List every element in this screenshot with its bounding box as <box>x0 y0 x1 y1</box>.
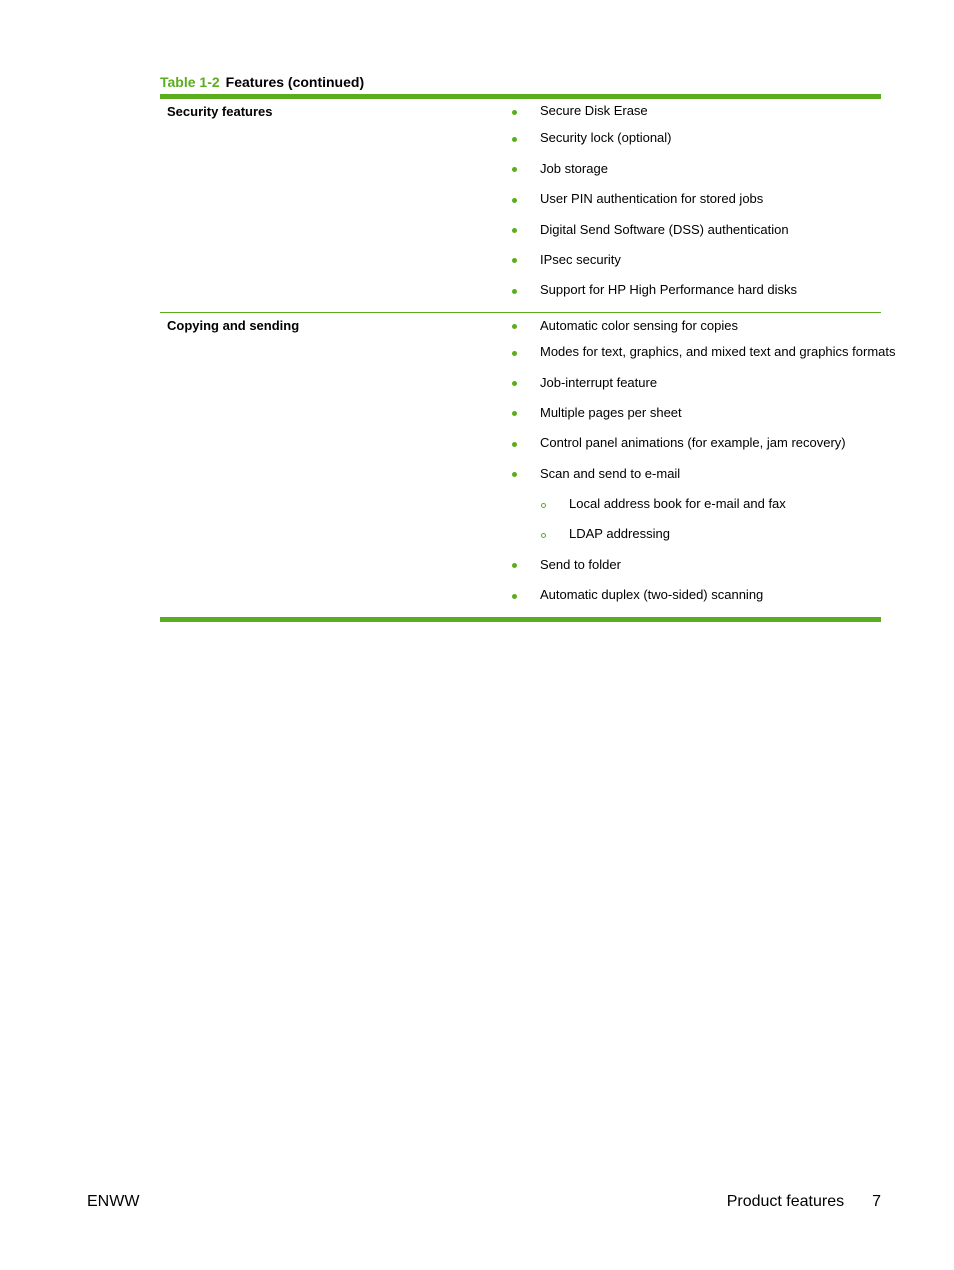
features-table <box>160 94 896 622</box>
list-item-text: Job storage <box>540 160 608 176</box>
list-item-text: Digital Send Software (DSS) authentication <box>540 221 789 237</box>
list-item-text: Send to folder <box>540 556 621 572</box>
list-item-text: Job-interrupt feature <box>540 374 658 390</box>
list-item-text: Control panel animations (for example, jam recovery) <box>540 435 846 451</box>
list-item <box>332 129 881 159</box>
bullet-icon <box>512 324 517 329</box>
list-item <box>332 343 896 373</box>
row-heading: Copying and sending <box>167 317 300 333</box>
list-item-text: Support for HP High Performance hard disks <box>540 282 797 298</box>
feature-list <box>332 313 896 617</box>
list-item <box>332 465 881 495</box>
list-item-text: Automatic duplex (two-sided) scanning <box>540 587 764 603</box>
footer-label: ENWW <box>87 1193 140 1210</box>
list-item <box>332 160 881 190</box>
bullet-icon <box>512 198 517 203</box>
list-item-text: Automatic color sensing for copies <box>540 317 738 333</box>
bullet-icon <box>512 442 517 447</box>
list-item <box>332 221 881 251</box>
row-heading: Security features <box>167 104 273 119</box>
list-item <box>332 556 881 586</box>
list-item-text: Secure Disk Erase <box>540 103 648 118</box>
list-item <box>332 404 881 434</box>
list-item-text: Local address book for e-mail and fax <box>569 496 786 512</box>
list-item-text: LDAP addressing <box>569 526 670 542</box>
bullet-icon <box>512 381 517 386</box>
list-item-text: IPsec security <box>540 251 621 267</box>
footer-section <box>727 1193 881 1211</box>
table-title: Features (continued) <box>225 74 365 90</box>
feature-list <box>332 99 881 312</box>
bullet-icon <box>512 228 517 233</box>
bullet-icon <box>512 411 517 416</box>
list-item <box>332 374 881 404</box>
list-item <box>332 313 881 343</box>
table-row-copying <box>160 312 896 617</box>
bullet-icon <box>512 563 517 568</box>
list-item <box>332 281 881 311</box>
bullet-icon <box>512 137 517 142</box>
bullet-icon <box>512 351 517 356</box>
bullet-icon <box>512 472 517 477</box>
hollow-bullet-icon <box>541 533 546 538</box>
bullet-icon <box>512 110 517 115</box>
list-item-text: User PIN authentication for stored jobs <box>540 191 764 207</box>
section-title: Product features <box>726 1193 845 1210</box>
list-item-text: Multiple pages per sheet <box>540 404 682 420</box>
list-item <box>332 434 881 464</box>
hollow-bullet-icon <box>541 503 546 508</box>
bullet-icon <box>512 167 517 172</box>
list-item <box>332 99 881 129</box>
list-item-text: Scan and send to e-mail <box>540 465 681 481</box>
page-number: 7 <box>872 1193 881 1210</box>
list-item <box>332 586 881 616</box>
list-item-text: Modes for text, graphics, and mixed text and graphics formats <box>540 344 896 360</box>
table-caption <box>160 74 364 90</box>
list-item <box>332 190 881 220</box>
sub-list-item <box>332 495 881 525</box>
bullet-icon <box>512 289 517 294</box>
bullet-icon <box>512 258 517 263</box>
sub-list-item <box>332 525 881 555</box>
table-row-security <box>160 99 881 312</box>
list-item-text: Security lock (optional) <box>540 130 672 146</box>
bullet-icon <box>512 594 517 599</box>
list-item <box>332 251 881 281</box>
table-number: Table 1-2 <box>160 74 220 90</box>
